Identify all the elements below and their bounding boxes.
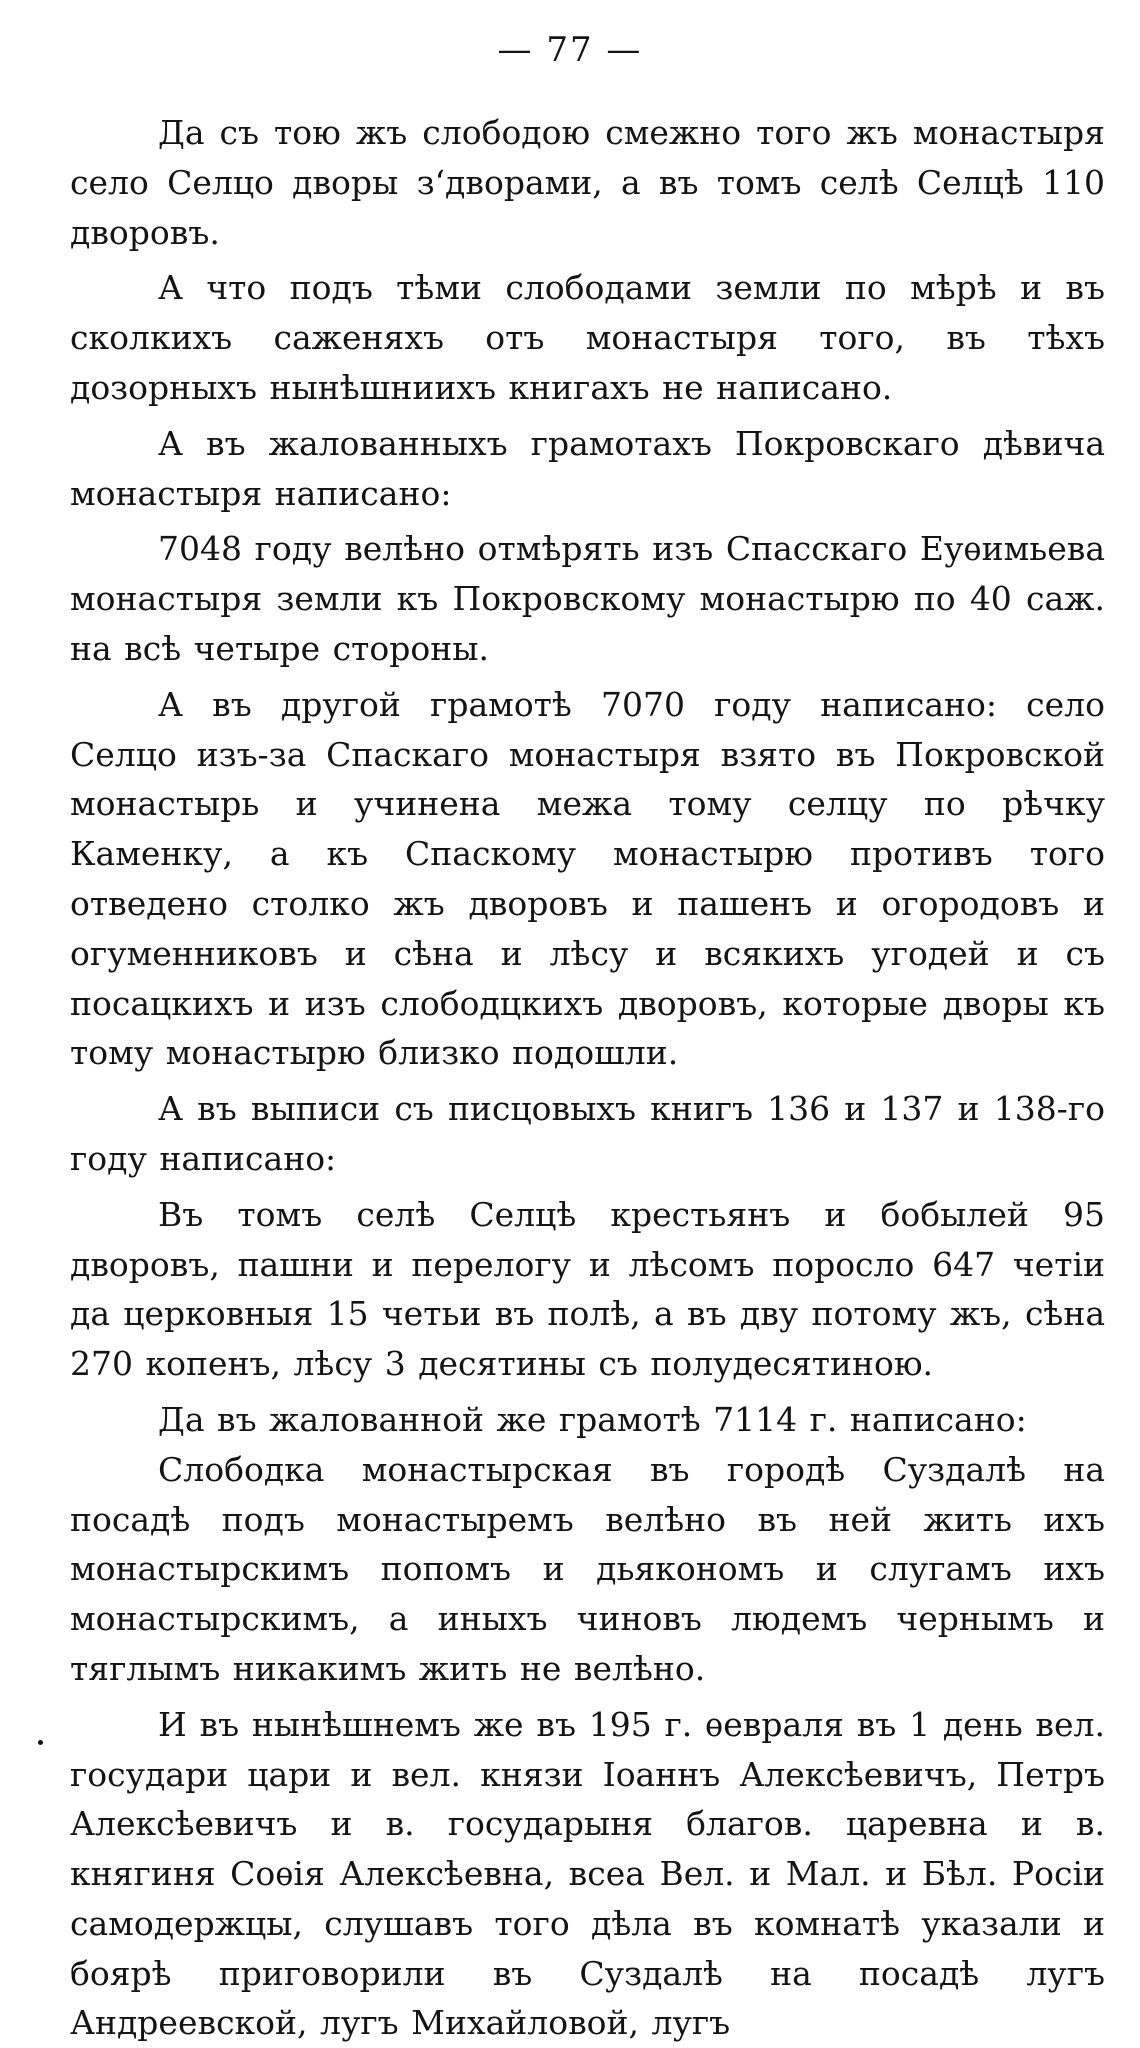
- paragraph-7: Въ томъ селѣ Селцѣ крестьянъ и бобылей 95 дворовъ, пашни и перелогу и лѣсомъ поросло 647 четiи да церковныя 15 четьи въ полѣ, а въ дву потому жъ, сѣна 270 копенъ, лѣсу 3 десятины съ полудесятиною.: [70, 1194, 1105, 1384]
- paragraph-9: Слободка монастырская въ городѣ Суздалѣ на посадѣ подъ монастыремъ велѣно въ ней жить ихъ монастырскимъ попомъ и дьякономъ и слугамъ ихъ монастырскимъ, а иныхъ чиновъ людемъ чернымъ и тяглымъ никакимъ жить не велѣно.: [70, 1449, 1105, 1688]
- paragraph-4: 7048 году велѣно отмѣрять изъ Спасскаго Еуѳимьева монастыря земли къ Покровскому монастырю по 40 саж. на всѣ четыре стороны.: [70, 529, 1105, 668]
- paragraph-6: А въ выписи съ писцовыхъ книгъ 136 и 137 и 138-го году написано:: [70, 1089, 1105, 1178]
- margin-dot-mark: [38, 1740, 43, 1745]
- paragraph-8: Да въ жалованной же грамотѣ 7114 г. написано:: [158, 1399, 1027, 1439]
- page-number: — 77 —: [497, 30, 643, 70]
- paragraph-1: Да съ тою жъ слободою смежно того жъ монастыря село Селцо дворы зʻдворами, а въ томъ селѣ Селцѣ 110 дворовъ.: [70, 113, 1105, 252]
- paragraph-5: А въ другой грамотѣ 7070 году написано: село Селцо изъ-за Спаскаго монастыря взято въ Покровской монастырь и учинена межа тому селцу по рѣчку Каменку, а къ Спаскому монастырю противъ того отведено столко жъ дворовъ и пашенъ и огородовъ и огуменниковъ и сѣна и лѣсу и всякихъ угодей и съ посацкихъ и изъ слободцкихъ дворовъ, которые дворы къ тому монастырю близко подошли.: [70, 684, 1105, 1073]
- paragraph-10: И въ нынѣшнемъ же въ 195 г. ѳевраля въ 1 день вел. государи цари и вел. князи Iоаннъ Алексѣевичъ, Петръ Алексѣевичъ и в. государыня благов. царевна и в. княгиня Соѳiя Алексѣевна, всеа Вел. и Мал. и Бѣл. Росiи самодержцы, слушавъ того дѣла въ комнатѣ указали и боярѣ приговорили въ Суздалѣ на посадѣ лугъ Андреевской, лугъ Михайловой, лугъ: [70, 1704, 1105, 2043]
- body-text: [70, 108, 1105, 2048]
- paragraph-3: А въ жалованныхъ грамотахъ Покровскаго дѣвича монастыря написано:: [70, 423, 1105, 513]
- paragraph-2: А что подъ тѣми слободами земли по мѣрѣ и въ сколкихъ саженяхъ отъ монастыря того, въ тѣхъ дозорныхъ нынѣшниихъ книгахъ не написано.: [70, 268, 1105, 407]
